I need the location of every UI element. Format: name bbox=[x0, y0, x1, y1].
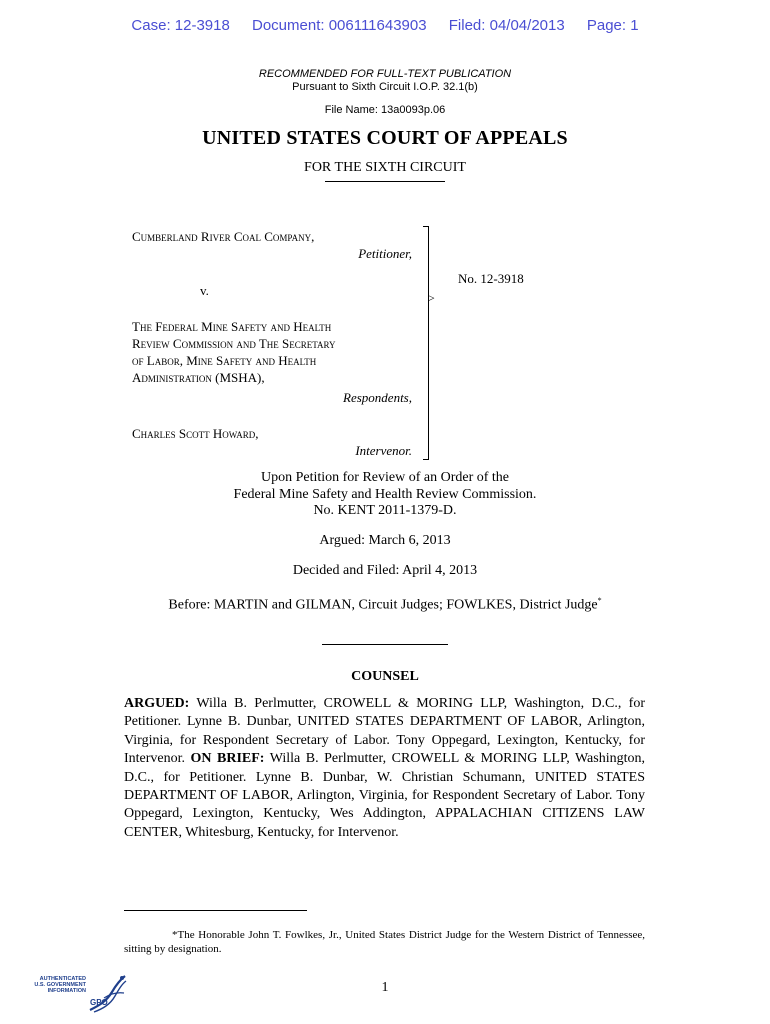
gpo-seal-line-3: INFORMATION bbox=[47, 988, 86, 994]
gpo-seal-line-1: AUTHENTICATED bbox=[39, 976, 86, 982]
petitioner-name: Cumberland River Coal Company, bbox=[132, 229, 315, 244]
caption-bracket bbox=[428, 226, 429, 460]
on-brief-text: Willa B. Perlmutter, CROWELL & MORING LLP, Washington, D.C., for Petitioner. Lynne B. Dunbar, W. Christian Schumann, UNITED STATES DEPARTMENT OF LABOR, Arlington, Virginia, for Respondent Secretary of Labor. Tony Oppegard, Lexington, Kentucky, Wes Addington, APPALACHIAN CITIZENS LAW CENTER, Whitesburg, Kentucky, for Intervenor. bbox=[124, 751, 646, 840]
publication-recommendation: RECOMMENDED FOR FULL-TEXT PUBLICATION bbox=[258, 68, 512, 80]
versus: v. bbox=[200, 283, 209, 298]
case-number: No. 12-3918 bbox=[458, 271, 524, 286]
footnote-rule bbox=[124, 910, 307, 911]
decided-date: Decided and Filed: April 4, 2013 bbox=[292, 563, 478, 578]
gpo-label: GPO bbox=[90, 998, 108, 1007]
respondent-line-1: The Federal Mine Safety and Health bbox=[132, 319, 332, 334]
caption-bracket-top bbox=[423, 226, 428, 227]
review-line-1: Upon Petition for Review of an Order of the bbox=[260, 470, 510, 485]
document-number-stamp: Document: 006111643903 bbox=[252, 17, 427, 34]
caption-bracket-bottom bbox=[423, 459, 428, 460]
counsel-heading: COUNSEL bbox=[351, 669, 419, 684]
gpo-seal-text bbox=[28, 976, 86, 994]
case-number-stamp: Case: 12-3918 bbox=[131, 17, 230, 34]
review-line-3: No. KENT 2011-1379-D. bbox=[313, 503, 457, 518]
publication-rule: Pursuant to Sixth Circuit I.O.P. 32.1(b) bbox=[292, 81, 478, 93]
gpo-eagle-icon bbox=[84, 972, 128, 1016]
page-stamp: Page: 1 bbox=[586, 17, 639, 34]
petitioner-role: Petitioner, bbox=[358, 246, 412, 261]
court-circuit: FOR THE SIXTH CIRCUIT bbox=[304, 160, 466, 175]
caption-bracket-point: > bbox=[428, 291, 435, 305]
footnote-mark: * bbox=[597, 596, 602, 605]
review-line-2: Federal Mine Safety and Health Review Commission. bbox=[233, 487, 537, 502]
section-divider bbox=[322, 644, 448, 645]
panel-judges-text: Before: MARTIN and GILMAN, Circuit Judges; FOWLKES, District Judge bbox=[168, 597, 598, 613]
court-title: UNITED STATES COURT OF APPEALS bbox=[202, 127, 568, 149]
respondent-line-3: of Labor, Mine Safety and Health bbox=[132, 353, 317, 368]
panel-judges bbox=[0, 592, 770, 614]
respondents-role: Respondents, bbox=[343, 390, 412, 405]
argued-label: ARGUED: bbox=[124, 696, 190, 711]
gpo-seal bbox=[28, 972, 128, 1016]
circuit-divider bbox=[325, 181, 445, 182]
respondent-line-4: Administration (MSHA), bbox=[132, 370, 265, 385]
file-name: File Name: 13a0093p.06 bbox=[324, 104, 446, 116]
intervenor-role: Intervenor. bbox=[355, 443, 412, 458]
argued-text: Willa B. Perlmutter, CROWELL & MORING LLP, Washington, D.C., for Petitioner. Lynne B. Dunbar, UNITED STATES DEPARTMENT OF LABOR, Arlington, Virginia, for Respondent Secretary of Labor. Tony Oppegard, Lexington, Kentucky, for Intervenor. bbox=[124, 696, 645, 767]
gpo-seal-line-2: U.S. GOVERNMENT bbox=[34, 982, 86, 988]
page-number: 1 bbox=[381, 980, 389, 995]
argued-date: Argued: March 6, 2013 bbox=[319, 533, 451, 548]
intervenor-name: Charles Scott Howard, bbox=[132, 426, 259, 441]
on-brief-label: ON BRIEF: bbox=[190, 751, 265, 767]
counsel-paragraph bbox=[124, 695, 645, 842]
ecf-header-stamp bbox=[0, 17, 770, 34]
filed-date-stamp: Filed: 04/04/2013 bbox=[448, 17, 565, 34]
respondent-line-2: Review Commission and The Secretary bbox=[132, 336, 336, 351]
footnote: *The Honorable John T. Fowlkes, Jr., United States District Judge for the Western District of Tennessee, sitting by designation. bbox=[124, 929, 645, 955]
